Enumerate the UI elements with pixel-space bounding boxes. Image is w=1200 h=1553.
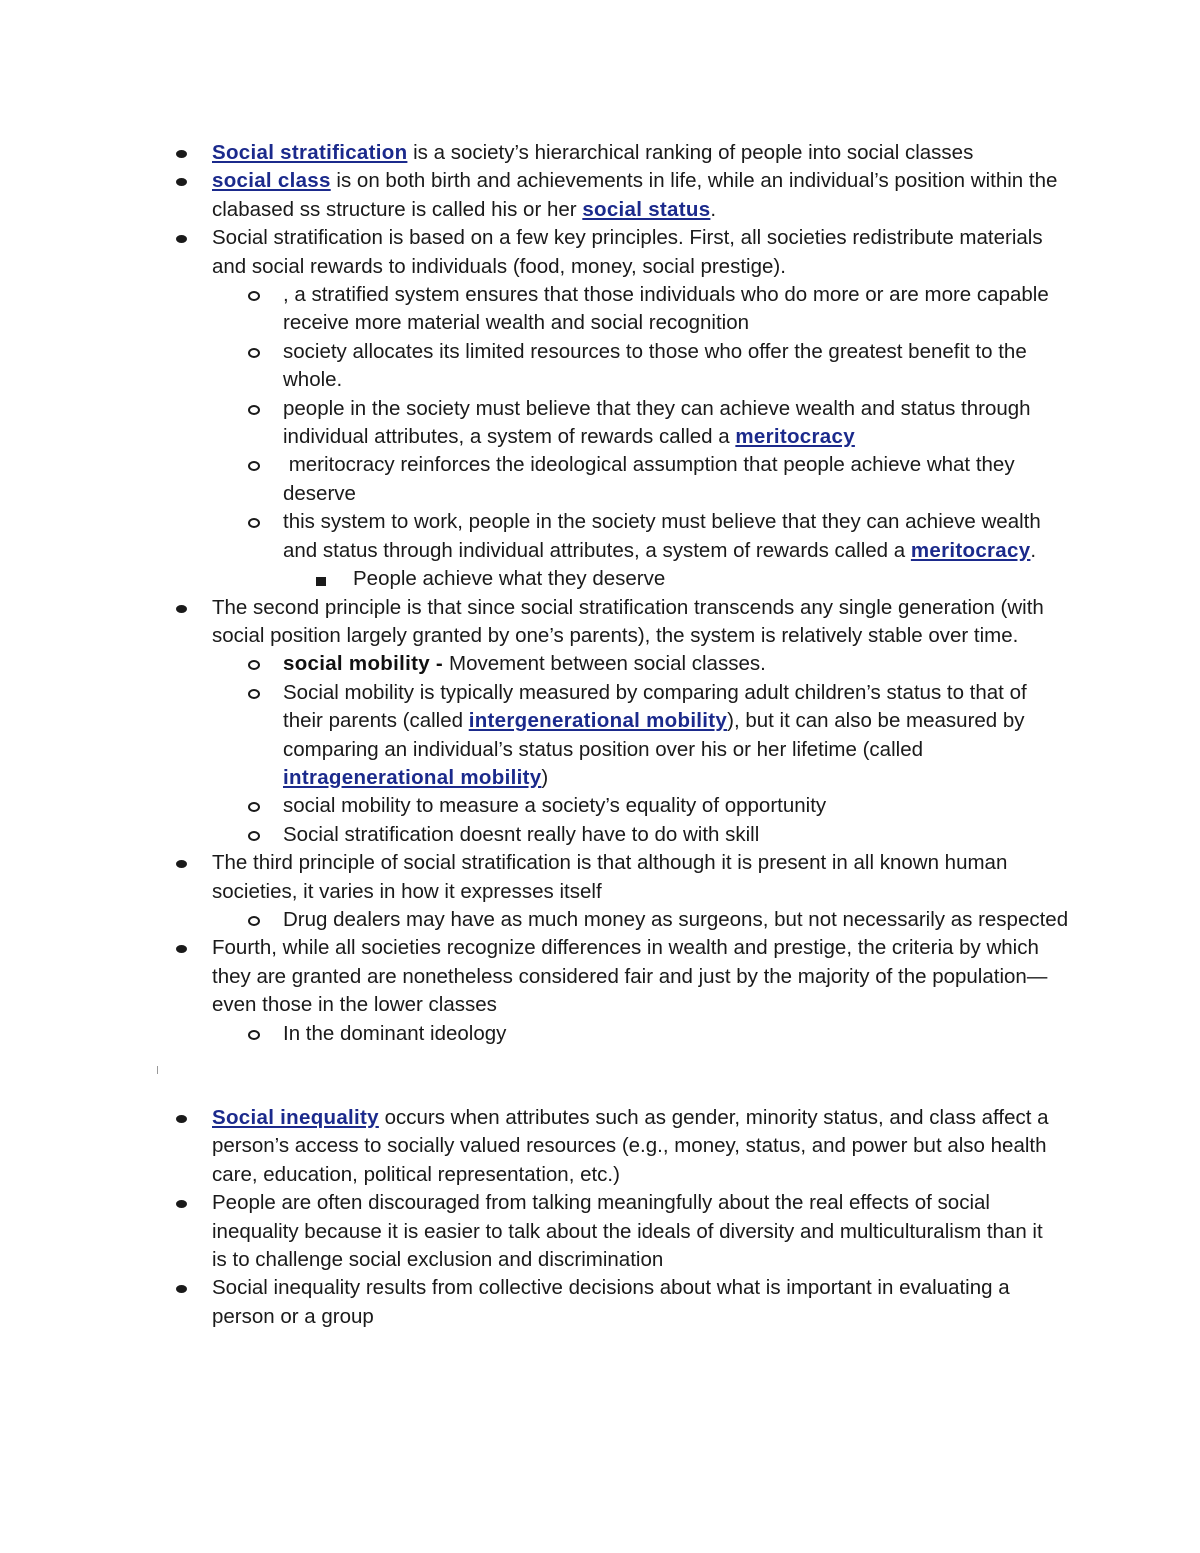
item-text: The third principle of social stratification is that although it is present in all known human societies, it varies in how it expresses itself [212, 851, 1008, 903]
bullet-disc-icon [176, 1200, 187, 1208]
item-text: meritocracy reinforces the ideological assumption that people achieve what they deserve [283, 453, 1021, 505]
term-link[interactable]: Social inequality [212, 1106, 379, 1129]
list-item [0, 650, 1200, 678]
list-item [0, 565, 1200, 593]
item-text: Fourth, while all societies recognize differences in wealth and prestige, the criteria by which they are granted are nonetheless considered fair and just by the majority of the population—even those in the lower classes [212, 936, 1048, 1017]
term-link[interactable]: intragenerational mobility [283, 765, 542, 789]
bullet-disc-icon [176, 860, 187, 868]
item-text: , a stratified system ensures that those individuals who do more or are more capable receive more material wealth and social recognition [283, 283, 1049, 335]
list-item [0, 167, 1200, 224]
list-item [0, 1274, 1200, 1331]
list-item [0, 1020, 1200, 1048]
margin-mark [157, 1066, 158, 1074]
bold-term: social mobility - [283, 652, 450, 676]
item-text: Movement between social classes. [449, 652, 766, 676]
term-link[interactable]: intergenerational mobility [468, 709, 728, 733]
list-item [0, 792, 1200, 820]
list-item [0, 679, 1200, 793]
item-text: ) [541, 765, 549, 789]
bullet-circle-icon [248, 916, 260, 926]
section-spacer [0, 1048, 1200, 1104]
item-text: this system to work, people in the society must believe that they can achieve wealth and status through individual attributes, a system of rewards called a [283, 510, 1041, 562]
bullet-square-icon [316, 577, 326, 586]
item-text: is on both birth and achievements in life, while an individual’s position within the clabased ss structure is called his or her [212, 169, 1058, 221]
bullet-circle-icon [248, 689, 260, 699]
item-text: Social inequality results from collective decisions about what is important in evaluating a person or a group [212, 1276, 1010, 1328]
list-item [0, 934, 1200, 1019]
bullet-circle-icon [248, 348, 260, 358]
item-text: People are often discouraged from talking meaningfully about the real effects of social inequality because it is easier to talk about the ideals of diversity and multiculturalism than it is to challenge social exclusion and discrimination [212, 1191, 1043, 1272]
item-text: society allocates its limited resources to those who offer the greatest benefit to the whole. [283, 339, 1027, 392]
item-text: . [1030, 538, 1037, 562]
list-item [0, 1189, 1200, 1274]
bullet-circle-icon [248, 802, 260, 812]
item-text: Social stratification doesnt really have to do with skill [283, 822, 760, 846]
bullet-disc-icon [176, 1115, 187, 1123]
list-item [0, 508, 1200, 565]
bullet-circle-icon [248, 518, 260, 528]
item-text: The second principle is that since social stratification transcends any single generation (with social position largely granted by one’s parents), the system is relatively stable over time. [212, 595, 1044, 647]
bullet-circle-icon [248, 831, 260, 841]
document-body [0, 139, 1200, 1331]
list-item [0, 849, 1200, 906]
item-text: is a society’s hierarchical ranking of people into social classes [407, 141, 974, 164]
bullet-circle-icon [248, 405, 260, 415]
list-item [0, 338, 1200, 395]
item-text: ), but it can also be measured by comparing an individual’s status position over his or her lifetime (called [283, 709, 1025, 761]
item-text: people in the society must believe that they can achieve wealth and status through individual attributes, a system of rewards called a [283, 396, 1031, 449]
list-item [0, 451, 1200, 508]
bullet-disc-icon [176, 150, 187, 158]
bullet-circle-icon [248, 291, 260, 301]
bullet-disc-icon [176, 178, 187, 186]
bullet-circle-icon [248, 461, 260, 471]
list-item [0, 1104, 1200, 1189]
bullet-disc-icon [176, 235, 187, 243]
term-link[interactable]: meritocracy [910, 538, 1031, 562]
list-item [0, 821, 1200, 849]
item-text: People achieve what they deserve [353, 567, 666, 591]
term-link[interactable]: social status [582, 197, 711, 221]
list-item [0, 395, 1200, 452]
list-item [0, 224, 1200, 281]
item-text: . [710, 197, 717, 221]
term-link[interactable]: meritocracy [735, 425, 855, 449]
item-text: Social mobility is typically measured by comparing adult children’s status to that of their parents (called [283, 680, 1027, 733]
term-link[interactable]: social class [212, 169, 331, 193]
list-item [0, 139, 1200, 167]
item-text: social mobility to measure a society’s equality of opportunity [283, 794, 827, 818]
list-item [0, 281, 1200, 338]
item-text: Social stratification is based on a few key principles. First, all societies redistribute materials and social rewards to individuals (food, money, social prestige). [212, 226, 1043, 278]
bullet-circle-icon [248, 660, 260, 670]
bullet-circle-icon [248, 1030, 260, 1040]
list-item [0, 906, 1200, 934]
bullet-disc-icon [176, 605, 187, 613]
bullet-disc-icon [176, 1285, 187, 1293]
term-link[interactable]: Social stratification [212, 141, 408, 164]
bullet-disc-icon [176, 945, 187, 953]
item-text: occurs when attributes such as gender, minority status, and class affect a person’s access to socially valued resources (e.g., money, status, and power but also health care, education, political representation, etc.) [212, 1106, 1049, 1186]
item-text: Drug dealers may have as much money as surgeons, but not necessarily as respected [283, 907, 1069, 931]
item-text: In the dominant ideology [283, 1021, 507, 1045]
list-item [0, 594, 1200, 651]
